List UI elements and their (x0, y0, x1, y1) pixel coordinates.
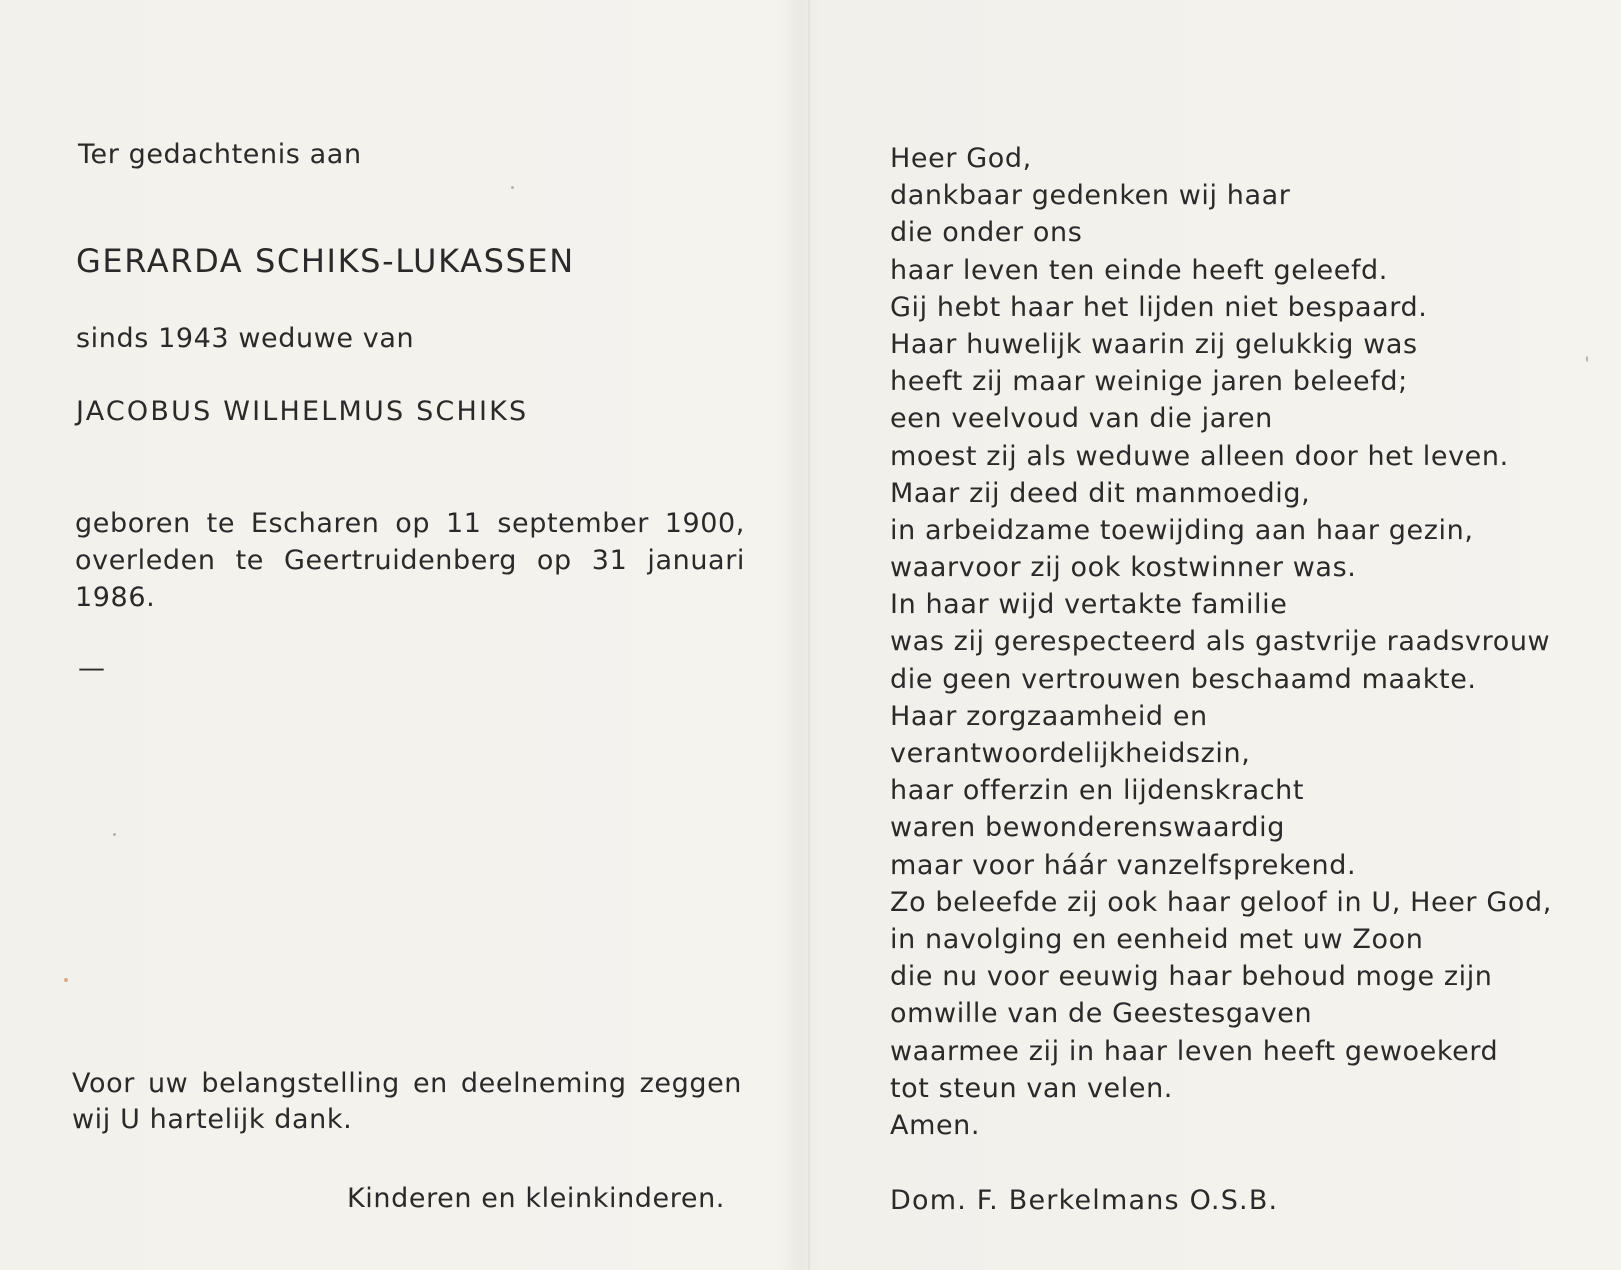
deceased-name: GERARDA SCHIKS-LUKASSEN (76, 242, 575, 280)
poem-line: een veelvoud van die jaren (890, 403, 1273, 435)
right-page (810, 0, 1621, 1270)
poem-line: Heer God, (890, 143, 1032, 174)
paper-speck (64, 978, 68, 982)
poem-line: In haar wijd vertakte familie (890, 589, 1288, 621)
poem-line: waren bewonderenswaardig (890, 812, 1285, 844)
thanks-paragraph (72, 1066, 742, 1138)
poem-line: Amen. (890, 1109, 981, 1141)
paper-speck (511, 186, 514, 189)
poem-line: waarvoor zij ook kostwinner was. (890, 552, 1357, 584)
poem-line: waarmee zij in haar leven heeft gewoekerd (890, 1035, 1499, 1067)
left-page (0, 0, 808, 1270)
bio-line: overleden te Geertruidenberg op 31 januari (75, 545, 745, 576)
poem-line: moest zij als weduwe alleen door het leven. (890, 440, 1509, 472)
paper-speck (113, 833, 116, 836)
poem-line: Maar zij deed dit manmoedig, (890, 477, 1311, 509)
prayer-poem (890, 140, 1552, 1144)
thanks-line: wij U hartelijk dank. (72, 1104, 353, 1135)
widow-line: sinds 1943 weduwe van (76, 323, 415, 354)
poem-line: heeft zij maar weinige jaren beleefd; (890, 366, 1408, 398)
poem-line: Haar zorgzaamheid en (890, 700, 1208, 732)
poem-line: Haar huwelijk waarin zij gelukkig was (890, 328, 1418, 360)
family-signature: Kinderen en kleinkinderen. (347, 1183, 725, 1214)
thanks-line: Voor uw belangstelling en deelneming zeggen (72, 1068, 742, 1099)
poem-line: die onder ons (890, 217, 1083, 249)
poem-line: omwille van de Geestesgaven (890, 998, 1313, 1030)
poem-line: maar voor háár vanzelfsprekend. (890, 849, 1357, 881)
poem-line: in arbeidzame toewijding aan haar gezin, (890, 514, 1474, 546)
bio-line: 1986. (75, 582, 156, 613)
poem-line: verantwoordelijkheidszin, (890, 738, 1251, 769)
poem-line: die geen vertrouwen beschaamd maakte. (890, 663, 1477, 695)
intro-text: Ter gedachtenis aan (78, 139, 362, 170)
poem-line: haar offerzin en lijdenskracht (890, 775, 1305, 807)
poem-line: Gij hebt haar het lijden niet bespaard. (890, 291, 1428, 323)
poem-line: in navolging en eenheid met uw Zoon (890, 923, 1424, 955)
poem-line: haar leven ten einde heeft geleefd. (890, 254, 1388, 286)
separator-dash: — (78, 653, 106, 684)
husband-name: JACOBUS WILHELMUS SCHIKS (76, 396, 529, 427)
bio-line: geboren te Escharen op 11 september 1900, (75, 508, 745, 539)
poem-line: die nu voor eeuwig haar behoud moge zijn (890, 961, 1493, 993)
poem-line: tot steun van velen. (890, 1072, 1173, 1104)
poem-line: Zo beleefde zij ook haar geloof in U, Heer God, (890, 886, 1552, 918)
author-signature: Dom. F. Berkelmans O.S.B. (890, 1185, 1279, 1216)
bio-paragraph (75, 505, 745, 616)
poem-line: dankbaar gedenken wij haar (890, 180, 1291, 212)
poem-line: was zij gerespecteerd als gastvrije raadsvrouw (890, 626, 1551, 658)
paper-speck (1586, 356, 1588, 362)
